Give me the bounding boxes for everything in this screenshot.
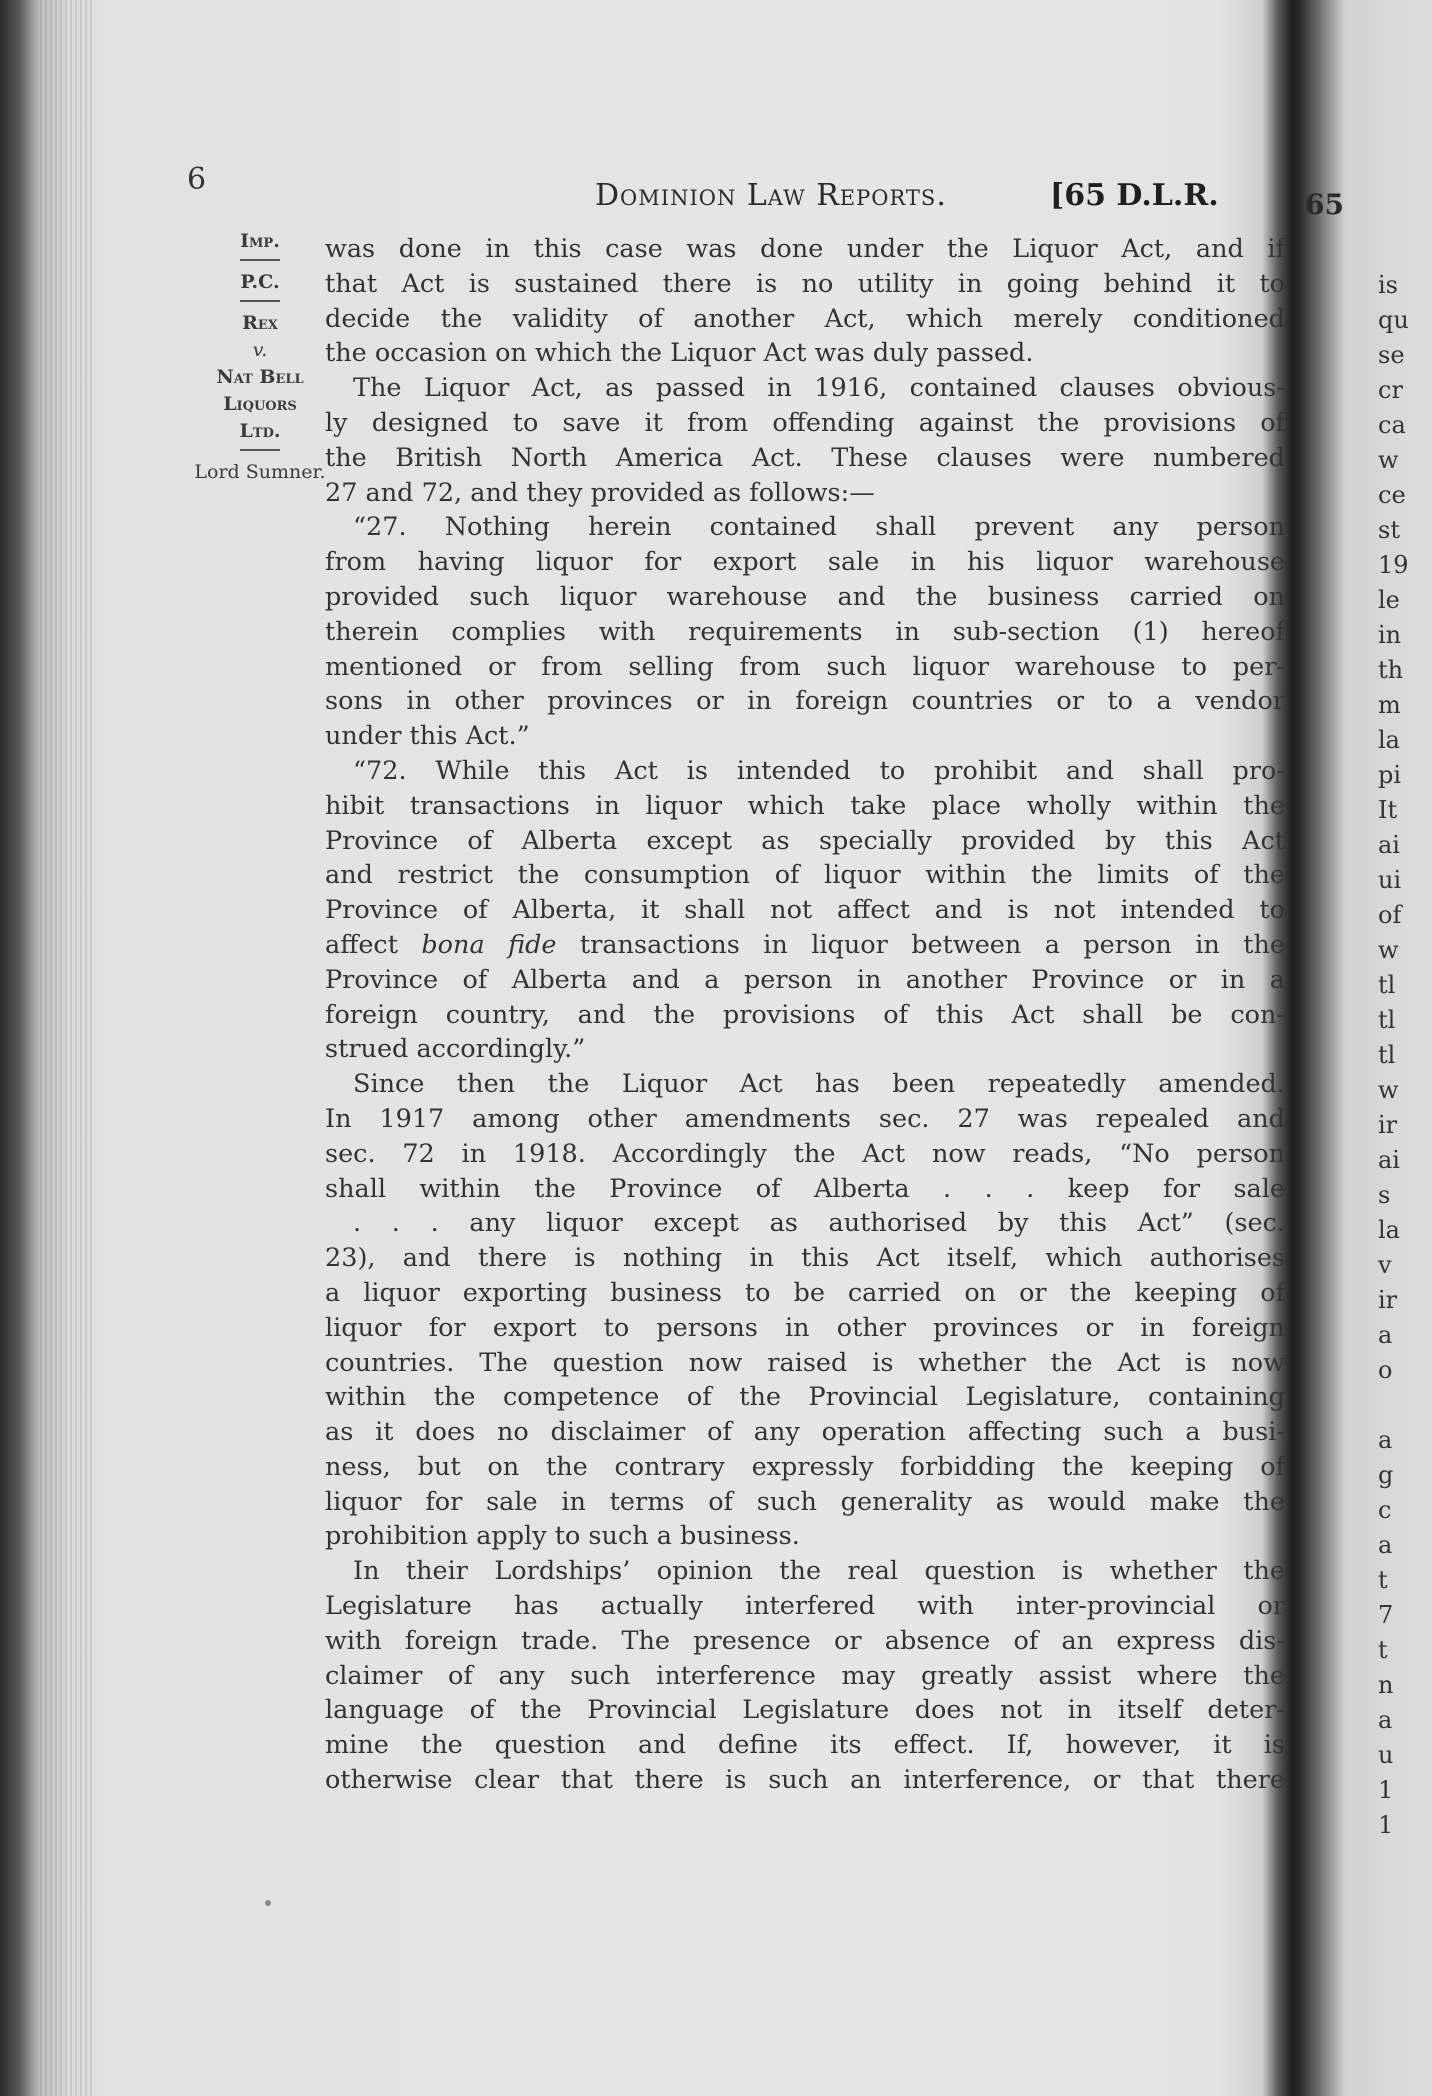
next-page-fragment: of bbox=[1378, 901, 1402, 929]
next-page-fragment: u bbox=[1378, 1741, 1394, 1769]
text-line: the British North America Act. These clauses were numbered bbox=[325, 442, 1285, 473]
text-line: within the competence of the Provincial Legislature, containing bbox=[325, 1382, 1285, 1413]
paragraph-6-cont bbox=[325, 1589, 1285, 1798]
text-fragment: affect bbox=[325, 929, 422, 960]
book-page bbox=[95, 0, 1285, 2096]
next-page-fragment: ca bbox=[1378, 411, 1406, 439]
next-page-fragment: a bbox=[1378, 1426, 1393, 1454]
paragraph-4-cont bbox=[325, 789, 1285, 1067]
text-line-bona-fide bbox=[325, 928, 1285, 963]
next-page-fragment: ce bbox=[1378, 481, 1406, 509]
text-line: Province of Alberta, it shall not affect and is not intended to bbox=[325, 895, 1285, 926]
paragraph-5 bbox=[325, 1067, 1285, 1102]
text-line: strued accordingly.” bbox=[325, 1034, 586, 1065]
next-page-fragment: cr bbox=[1378, 376, 1403, 404]
text-line: “72. While this Act is intended to prohibit and shall pro- bbox=[353, 755, 1285, 786]
text-line: . . . any liquor except as authorised by this Act” (sec. bbox=[353, 1208, 1285, 1239]
next-page-fragment: w bbox=[1378, 1076, 1399, 1104]
paper-speck bbox=[265, 1900, 271, 1906]
next-page-fragment: 19 bbox=[1378, 551, 1409, 579]
next-page-fragment: v bbox=[1378, 1251, 1392, 1279]
text-line: sons in other provinces or in foreign countries or to a vendor bbox=[325, 686, 1285, 717]
next-page-fragment: w bbox=[1378, 446, 1399, 474]
next-page-fragment: g bbox=[1378, 1461, 1394, 1489]
text-line: language of the Provincial Legislature does not in itself deter- bbox=[325, 1695, 1285, 1726]
margin-case-rex: Rex bbox=[242, 312, 278, 334]
next-page-fragment: n bbox=[1378, 1671, 1394, 1699]
next-page-fragment: t bbox=[1378, 1636, 1388, 1664]
paragraph-1 bbox=[325, 232, 1285, 371]
text-line: 23), and there is nothing in this Act itself, which authorises bbox=[325, 1243, 1285, 1274]
margin-judge: Lord Sumner. bbox=[194, 461, 326, 483]
margin-case-v: v. bbox=[252, 339, 268, 361]
paragraph-3-cont bbox=[325, 545, 1285, 754]
paragraph-4-section-72 bbox=[325, 754, 1285, 789]
next-page-fragment: ui bbox=[1378, 866, 1402, 894]
text-line: under this Act.” bbox=[325, 721, 530, 752]
next-page-fragment: la bbox=[1378, 1216, 1400, 1244]
next-page-fragment: a bbox=[1378, 1321, 1393, 1349]
next-page-fragment: c bbox=[1378, 1496, 1392, 1524]
volume-reference: [65 D.L.R. bbox=[1050, 178, 1219, 213]
next-page-fragment: tl bbox=[1378, 1041, 1396, 1069]
text-line: In their Lordships’ opinion the real question is whether the bbox=[353, 1556, 1285, 1587]
margin-case-liquors: Liquors bbox=[223, 393, 297, 415]
paragraph-2 bbox=[325, 371, 1285, 406]
next-page-fragment: ir bbox=[1378, 1111, 1398, 1139]
paragraph-6 bbox=[325, 1554, 1285, 1589]
text-line: with foreign trade. The presence or absence of an express dis- bbox=[325, 1625, 1285, 1656]
next-page-fragment: qu bbox=[1378, 306, 1409, 334]
text-line: decide the validity of another Act, which merely conditioned bbox=[325, 303, 1285, 334]
next-page-fragment: 7 bbox=[1378, 1601, 1394, 1629]
text-line: Province of Alberta except as specially provided by this Act bbox=[325, 825, 1285, 856]
next-page-edge-text bbox=[1378, 268, 1409, 1843]
text-line: “27. Nothing herein contained shall prevent any person bbox=[353, 512, 1285, 543]
text-line: ness, but on the contrary expressly forbidding the keeping of bbox=[325, 1451, 1285, 1482]
next-page-number: 65 bbox=[1305, 188, 1344, 221]
text-line: In 1917 among other amendments sec. 27 was repealed and bbox=[325, 1103, 1285, 1134]
next-page-fragment: s bbox=[1378, 1181, 1391, 1209]
text-line: The Liquor Act, as passed in 1916, contained clauses obvious- bbox=[353, 373, 1285, 404]
next-page-fragment: th bbox=[1378, 656, 1404, 684]
text-line: therein complies with requirements in sub-section (1) hereof bbox=[325, 616, 1285, 647]
text-line: mine the question and define its effect. If, however, it is bbox=[325, 1730, 1285, 1761]
text-line: Province of Alberta and a person in another Province or in a bbox=[325, 964, 1285, 995]
book-page-edges bbox=[40, 0, 95, 2096]
text-line: shall within the Province of Alberta . . . keep for sale bbox=[325, 1173, 1285, 1204]
text-line: claimer of any such interference may greatly assist where the bbox=[325, 1660, 1285, 1691]
text-line: foreign country, and the provisions of this Act shall be con- bbox=[325, 999, 1285, 1030]
next-page-fragment: in bbox=[1378, 621, 1402, 649]
paragraph-2-cont bbox=[325, 406, 1285, 510]
text-line: 27 and 72, and they provided as follows:— bbox=[325, 477, 875, 508]
text-line: as it does no disclaimer of any operation affecting such a busi- bbox=[325, 1417, 1285, 1448]
text-line: hibit transactions in liquor which take place wholly within the bbox=[325, 790, 1285, 821]
text-line: provided such liquor warehouse and the business carried on bbox=[325, 581, 1285, 612]
margin-rule bbox=[240, 300, 280, 302]
text-line: a liquor exporting business to be carried on or the keeping of bbox=[325, 1277, 1285, 1308]
next-page-fragment: ir bbox=[1378, 1286, 1398, 1314]
text-line: from having liquor for export sale in his liquor warehouse bbox=[325, 547, 1285, 578]
text-line: the occasion on which the Liquor Act was duly passed. bbox=[325, 338, 1034, 369]
next-page-fragment: o bbox=[1378, 1356, 1393, 1384]
next-page-fragment: tl bbox=[1378, 971, 1396, 999]
margin-rule bbox=[240, 449, 280, 451]
text-fragment: transactions in liquor between a person in the bbox=[556, 929, 1285, 960]
next-page-fragment: le bbox=[1378, 586, 1400, 614]
next-page-fragment: m bbox=[1378, 691, 1401, 719]
next-page-fragment: t bbox=[1378, 1566, 1388, 1594]
text-line: liquor for export to persons in other provinces or in foreign bbox=[325, 1312, 1285, 1343]
next-page-fragment: la bbox=[1378, 726, 1400, 754]
margin-case-ltd: Ltd. bbox=[239, 420, 281, 442]
page-number: 6 bbox=[187, 162, 207, 197]
next-page-fragment: tl bbox=[1378, 1006, 1396, 1034]
next-page-fragment: 1 bbox=[1378, 1811, 1394, 1839]
margin-case-nat-bell: Nat Bell bbox=[216, 366, 304, 388]
text-line: otherwise clear that there is such an interference, or that there bbox=[325, 1765, 1285, 1796]
text-line: Legislature has actually interfered with inter-provincial or bbox=[325, 1591, 1285, 1622]
margin-notes bbox=[180, 228, 340, 486]
next-page-fragment: 1 bbox=[1378, 1776, 1394, 1804]
next-page-fragment: ai bbox=[1378, 831, 1400, 859]
text-line: that Act is sustained there is no utility in going behind it to bbox=[325, 268, 1285, 299]
paragraph-5-cont bbox=[325, 1102, 1285, 1554]
text-line: ly designed to save it from offending against the provisions of bbox=[325, 407, 1285, 438]
text-line: sec. 72 in 1918. Accordingly the Act now reads, “No person bbox=[325, 1138, 1285, 1169]
next-page-fragment bbox=[1378, 1388, 1409, 1423]
margin-rule bbox=[240, 259, 280, 261]
next-page-fragment: st bbox=[1378, 516, 1400, 544]
next-page-fragment: ai bbox=[1378, 1146, 1400, 1174]
running-title: Dominion Law Reports. bbox=[595, 178, 947, 213]
next-page-fragment: is bbox=[1378, 271, 1398, 299]
text-line: Since then the Liquor Act has been repeatedly amended. bbox=[353, 1069, 1285, 1100]
paragraph-3-section-27 bbox=[325, 510, 1285, 545]
margin-court-imp: Imp. bbox=[240, 230, 280, 252]
text-line: and restrict the consumption of liquor within the limits of the bbox=[325, 860, 1285, 891]
text-line: prohibition apply to such a business. bbox=[325, 1521, 800, 1552]
text-line: mentioned or from selling from such liquor warehouse to per- bbox=[325, 651, 1285, 682]
text-line: countries. The question now raised is whether the Act is now bbox=[325, 1347, 1285, 1378]
next-page-fragment: a bbox=[1378, 1706, 1393, 1734]
next-page-fragment: a bbox=[1378, 1531, 1393, 1559]
text-line: was done in this case was done under the Liquor Act, and if bbox=[325, 234, 1285, 264]
next-page-fragment: pi bbox=[1378, 761, 1402, 789]
margin-court-pc: P.C. bbox=[240, 271, 280, 293]
body-text bbox=[325, 232, 1285, 1798]
next-page-fragment: w bbox=[1378, 936, 1399, 964]
italic-bona-fide: bona fide bbox=[421, 929, 557, 960]
text-line: liquor for sale in terms of such generality as would make the bbox=[325, 1486, 1285, 1517]
next-page-fragment: It bbox=[1378, 796, 1398, 824]
next-page-fragment: se bbox=[1378, 341, 1405, 369]
